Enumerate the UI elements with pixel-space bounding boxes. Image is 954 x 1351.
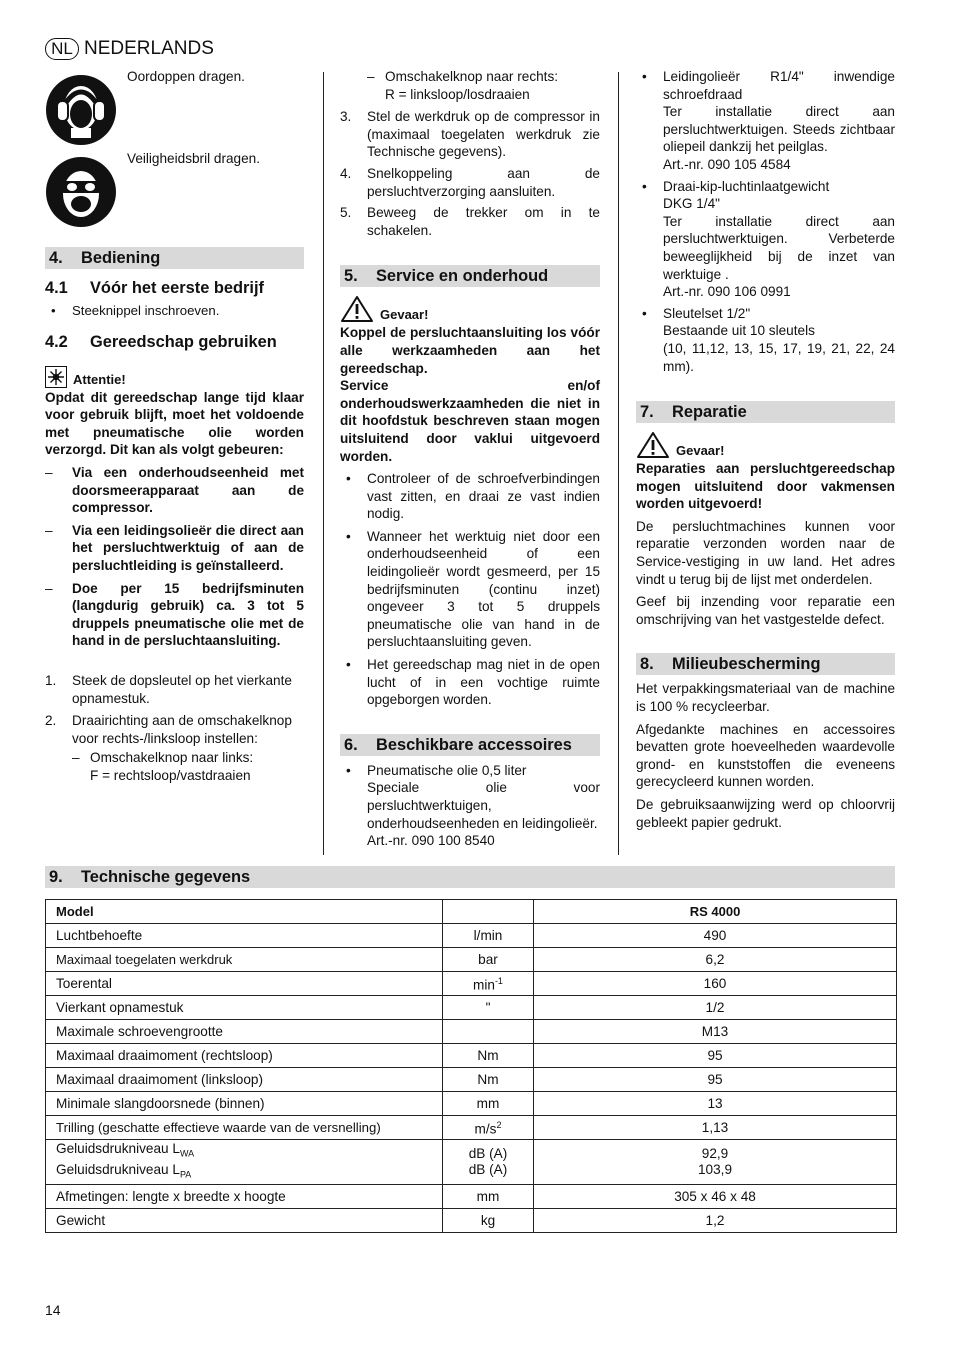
danger-notice (636, 427, 895, 459)
table-cell: 95 (534, 1044, 897, 1068)
table-cell: Nm (443, 1068, 534, 1092)
list-item: 4. Snelkoppeling aan de persluchtverzorging aansluiten. (340, 165, 600, 199)
table-cell: 1,13 (534, 1116, 897, 1140)
list-item: 5. Beweeg de trekker om in te schakelen. (340, 205, 600, 238)
steps-list (340, 108, 600, 239)
list-item: • Steeknippel inschroeven. (45, 302, 304, 320)
column-2 (340, 68, 600, 850)
ppe-eye-protection (45, 150, 304, 232)
table-row (46, 1209, 897, 1233)
table-row (46, 948, 897, 972)
section-4-heading: 4. Bediening (45, 247, 304, 269)
table-row (46, 1068, 897, 1092)
table-cell: Model (46, 900, 443, 924)
ppe-ear-label: Oordoppen dragen. (127, 69, 245, 84)
column-3 (636, 68, 895, 831)
attention-icon (45, 366, 67, 388)
attention-text: Opdat dit gereedschap lange tijd klaar voor gebruik blijft, moet het voldoende met pneumatische olie worden verzorgd. Dit kan als volgt gebeuren: (45, 389, 304, 458)
column-divider (618, 72, 619, 855)
oil-method-list (45, 464, 304, 650)
ppe-ear-protection (45, 68, 304, 150)
table-cell: 92,9 103,9 (534, 1140, 897, 1185)
danger-label: Gevaar! (676, 443, 725, 459)
list-item: 1. Steek de dopsleutel op het vierkante opnamestuk. (45, 672, 292, 706)
table-cell: Afmetingen: lengte x breedte x hoogte (46, 1185, 443, 1209)
table-cell: Geluidsdrukniveau $L_{WA}$ Geluidsdrukniveau $L_{PA}$ (46, 1140, 443, 1185)
table-row (46, 1020, 897, 1044)
table-row (46, 924, 897, 948)
warning-triangle-icon (636, 431, 670, 459)
table-cell: Gewicht (46, 1209, 443, 1233)
accessories-list (340, 762, 600, 850)
table-row (46, 996, 897, 1020)
danger-text: Koppel de persluchtaansluiting los vóór alle werkzaamheden aan het gereedschap. (340, 325, 600, 376)
table-cell: " (443, 996, 534, 1020)
table-row (46, 1140, 897, 1185)
list-item: – Doe per 15 bedrijfsminuten (langdurig gebruik) ca. 3 tot 5 druppels pneumatische olie met de hand in de persluchtaansluiting. (45, 580, 304, 650)
table-cell: 160 (534, 972, 897, 996)
environment-paragraph: Het verpakkingsmateriaal van de machine is 100 % recycleerbar. (636, 681, 895, 715)
danger-text: Reparaties aan persluchtgereedschap mogen uitsluitend door vakmensen worden uitgevoerd! (636, 461, 895, 512)
table-cell: Vierkant opnamestuk (46, 996, 443, 1020)
table-cell: $\min^{-1}$ (443, 972, 534, 996)
table-cell: Nm (443, 1044, 534, 1068)
danger-label: Gevaar! (380, 307, 429, 323)
list-item: – Via een leidingsolieër die direct aan het persluchtwerktuig of aan de persluchtleiding is geïnstalleerd. (45, 522, 304, 575)
section-9-heading: 9. Technische gegevens (45, 866, 895, 888)
list-item: • Sleutelset 1/2" Bestaande uit 10 sleutels (10, 11,12, 13, 15, 17, 19, 21, 22, 24 mm). (636, 305, 895, 375)
table-cell: Trilling (geschatte effectieve waarde van de versnelling) (46, 1116, 443, 1140)
safety-goggles-icon (45, 156, 117, 228)
table-cell: Maximaal toegelaten werkdruk (46, 948, 443, 972)
language-title: NEDERLANDS (84, 38, 214, 60)
table-cell: 95 (534, 1068, 897, 1092)
table-header-row (46, 900, 897, 924)
list-item: 3. Stel de werkdruk op de compressor in (maximaal toegelaten werkdruk zie Technische gegevens). (340, 109, 600, 160)
section-4-2-heading: 4.2 Gereedschap gebruiken (45, 332, 277, 351)
language-code-badge: NL (45, 38, 79, 60)
table-cell: 1/2 (534, 996, 897, 1020)
table-cell: kg (443, 1209, 534, 1233)
table-cell: Maximale schroevengrootte (46, 1020, 443, 1044)
accessories-list (636, 68, 895, 375)
technical-data-table (45, 899, 897, 1233)
table-cell: Maximaal draaimoment (rechtsloop) (46, 1044, 443, 1068)
table-cell: M13 (534, 1020, 897, 1044)
repair-paragraph: De persluchtmachines kunnen voor reparatie verzonden worden naar de Service-vestiging in uw land. Het adres vindt u terug bij de lijst met onderdelen. (636, 518, 895, 587)
table-cell: dB (A) dB (A) (443, 1140, 534, 1185)
table-cell: RS 4000 (534, 900, 897, 924)
page-number: 14 (45, 1302, 61, 1318)
attention-label: Attentie! (73, 371, 126, 387)
table-cell: $m/s^2$ (443, 1116, 534, 1140)
table-row (46, 1044, 897, 1068)
table-cell (443, 900, 534, 924)
column-divider (323, 72, 324, 855)
maintenance-list (340, 470, 600, 709)
table-cell: Minimale slangdoorsnede (binnen) (46, 1092, 443, 1116)
section-5-heading: 5. Service en onderhoud (340, 265, 600, 287)
sub-list-item: – Omschakelknop naar links: F = rechtsloop/vastdraaien (72, 749, 304, 784)
table-row (46, 1092, 897, 1116)
repair-paragraph: Geef bij inzending voor reparatie een omschrijving van het vastgestelde defect. (636, 594, 895, 627)
table-cell: 6,2 (534, 948, 897, 972)
section-8-heading: 8. Milieubescherming (636, 653, 895, 675)
environment-paragraph: De gebruiksaanwijzing werd op chloorvrij gebleekt papier gedrukt. (636, 797, 895, 830)
danger-text: Service en/of onderhoudswerkzaamheden die niet in dit hoofdstuk beschreven staan mogen uitsluitend door vaklui uitgevoerd worden. (340, 378, 600, 464)
environment-paragraph: Afgedankte machines en accessoires bevatten grote hoeveelheden waardevolle grond- en kunststoffen die eveneens gerecycleerd kunnen worden. (636, 721, 895, 790)
table-row (46, 1185, 897, 1209)
table-cell: bar (443, 948, 534, 972)
steps-list (45, 672, 304, 785)
language-header (45, 37, 214, 61)
table-cell: l/min (443, 924, 534, 948)
list-item: 2. Draairichting aan de omschakelknop voor rechts-/linksloop instellen: – Omschakelknop naar links: F = rechtsloop/vastdraaien (45, 712, 304, 784)
ear-protection-icon (45, 74, 117, 146)
table-cell: Toerental (46, 972, 443, 996)
table-cell: 13 (534, 1092, 897, 1116)
table-cell: 305 x 46 x 48 (534, 1185, 897, 1209)
list-item: • Leidingolieër R1/4" inwendige schroefdraad Ter installatie direct aan persluchtwerktuigen. Steeds zichtbaar oliepeil dankzij het peilglas. Art.-nr. 090 105 4584 (636, 68, 895, 174)
section-4-1-heading: 4.1 Vóór het eerste bedrijf (45, 279, 264, 297)
warning-triangle-icon (340, 295, 374, 323)
table-cell: mm (443, 1185, 534, 1209)
danger-notice (340, 291, 600, 323)
section-6-heading: 6. Beschikbare accessoires (340, 734, 600, 756)
column-1 (45, 68, 304, 784)
table-cell (443, 1020, 534, 1044)
table-row (46, 972, 897, 996)
list-item: • Draai-kip-luchtinlaatgewicht DKG 1/4" Ter installatie direct aan persluchtwerktuigen. Verbeterde beweeglijkheid bij de inzet van werktuige . Art.-nr. 090 106 0991 (636, 178, 895, 301)
table-cell: 1,2 (534, 1209, 897, 1233)
attention-notice (45, 356, 304, 388)
table-row (46, 1116, 897, 1140)
list-item: • Wanneer het werktuig niet door een onderhoudseenheid of een leidingolieër wordt gesmeerd, per 15 bedrijfsminuten (continu inzet) ongeveer 3 tot 5 druppels pneumatische olie van hand in de persluchtaansluiting geven. (340, 528, 600, 651)
list-item: • Pneumatische olie 0,5 liter Speciale olie voor persluchtwerktuigen, onderhoudseenheden en leidingolieër. Art.-nr. 090 100 8540 (340, 762, 600, 850)
table-cell: Luchtbehoefte (46, 924, 443, 948)
table-cell: 490 (534, 924, 897, 948)
table-cell: Maximaal draaimoment (linksloop) (46, 1068, 443, 1092)
table-cell: mm (443, 1092, 534, 1116)
list-item: – Via een onderhoudseenheid met doorsmeerapparaat aan de compressor. (45, 464, 304, 517)
section-7-heading: 7. Reparatie (636, 401, 895, 423)
list-item: • Controleer of de schroefverbindingen vast zitten, en draai ze vast indien nodig. (340, 470, 600, 523)
list-item: • Het gereedschap mag niet in de open lucht of in een vochtige ruimte opgeborgen worden. (340, 656, 600, 709)
sub-list-item: – Omschakelknop naar rechts: R = linksloop/losdraaien (367, 68, 600, 103)
ppe-eye-label: Veiligheidsbril dragen. (127, 151, 261, 166)
